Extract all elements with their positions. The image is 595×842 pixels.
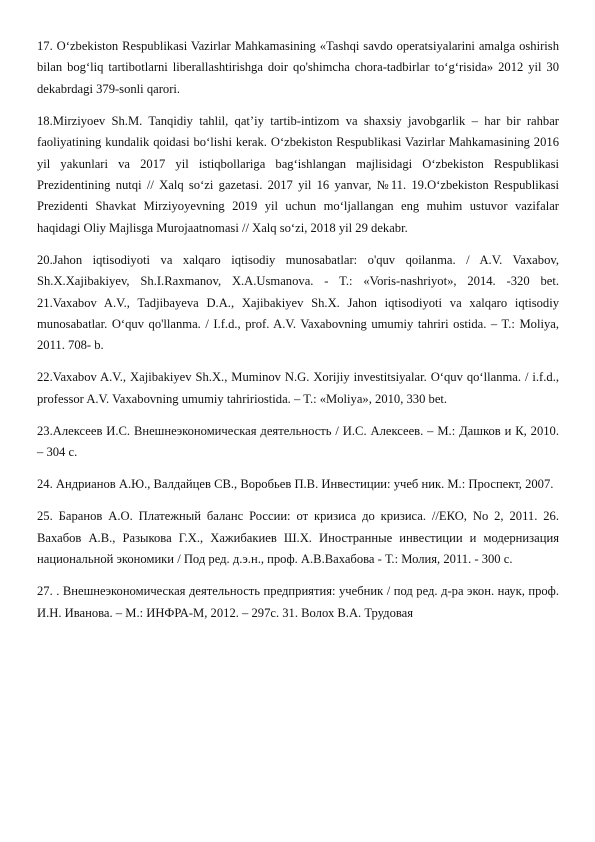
reference-list bbox=[37, 36, 559, 635]
reference-item-25-26: 25. Баранов А.О. Платежный баланс России: от кризиса до кризиса. //ЕКО, No 2, 2011. 26. Вахабов А.В., Разыкова Г.Х., Хажибакиев Ш.Х. Иностранные инвестиции и модернизация национальной экономики / Под ред. д.э.н., проф. А.В.Вахабова - Т.: Молия, 2011. - 300 с. bbox=[37, 509, 559, 567]
reference-item-17: 17. O‘zbekiston Respublikasi Vazirlar Mahkamasining «Tashqi savdo operatsiyalarini amalga oshirish bilan bog‘liq tartibotlarni liberallashtirishga doir qo'shimcha chora-tadbirlar to‘g‘risida» 2012 yil 30 dekabrdagi 379-sonli qarori. bbox=[37, 39, 559, 96]
reference-item-23: 23.Алексеев И.С. Внешнеэкономическая деятельность / И.С. Алексеев. – М.: Дашков и К, 2010. – 304 с. bbox=[37, 423, 559, 460]
reference-item-24: 24. Андрианов А.Ю., Валдайцев СВ., Воробьев П.В. Инвестиции: учеб ник. М.: Проспект, 2007. bbox=[37, 477, 554, 492]
reference-item-18-19: 18.Mirziyoev Sh.M. Tanqidiy tahlil, qat’iy tartib-intizom va shaxsiy javobgarlik – har bir rahbar faoliyatining kundalik qoidasi bo‘lishi kerak. O‘zbekiston Respublikasi Vazirlar Mahkamasining 2016 yil yakunlari va 2017 yil istiqbollariga bag‘ishlangan majlisidagi O‘zbekiston Respublikasi Prezidentining nutqi // Xalq so‘zi gazetasi. 2017 yil 16 yanvar, №11. 19.O‘zbekiston Respublikasi Prezidenti Shavkat Mirziyoyevning 2019 yil uchun mo‘ljallangan eng muhim ustuvor vazifalar haqidagi Oliy Majlisga Murojaatnomasi // Xalq so‘zi, 2018 yil 29 dekabr. bbox=[37, 113, 559, 235]
reference-item-22: 22.Vaxabov A.V., Xajibakiyev Sh.X., Muminov N.G. Xorijiy investitsiyalar. O‘quv qo‘llanma. / i.f.d., professor A.V. Vaxabovning umumiy tahririostida. – T.: «Moliya», 2010, 330 bet. bbox=[37, 370, 559, 406]
reference-item-27: 27. . Внешнеэкономическая деятельность предприятия: учебник / под ред. д-ра экон. наук, проф. И.Н. Иванова. – М.: ИНФРА-М, 2012. – 297с. 31. Волох В.А. Трудовая bbox=[37, 584, 559, 620]
reference-item-20-21: 20.Jahon iqtisodiyoti va xalqaro iqtisodiy munosabatlar: o'quv qoilanma. / A.V. Vaxabov, Sh.X.Xajibakiyev, Sh.I.Raxmanov, X.A.Usmanova. - T.: «Voris-nashriyot», 2014. -320 bet. 21.Vaxabov A.V., Tadjibayeva D.A., Xajibakiyev Sh.X. Jahon iqtisodiyoti va xalqaro iqtisodiy munosabatlar. O‘quv qo'llanma. / I.f.d., prof. A.V. Vaxabovning umumiy tahriri ostida. – T.: Moliya, 2011. 708- b. bbox=[37, 252, 559, 353]
